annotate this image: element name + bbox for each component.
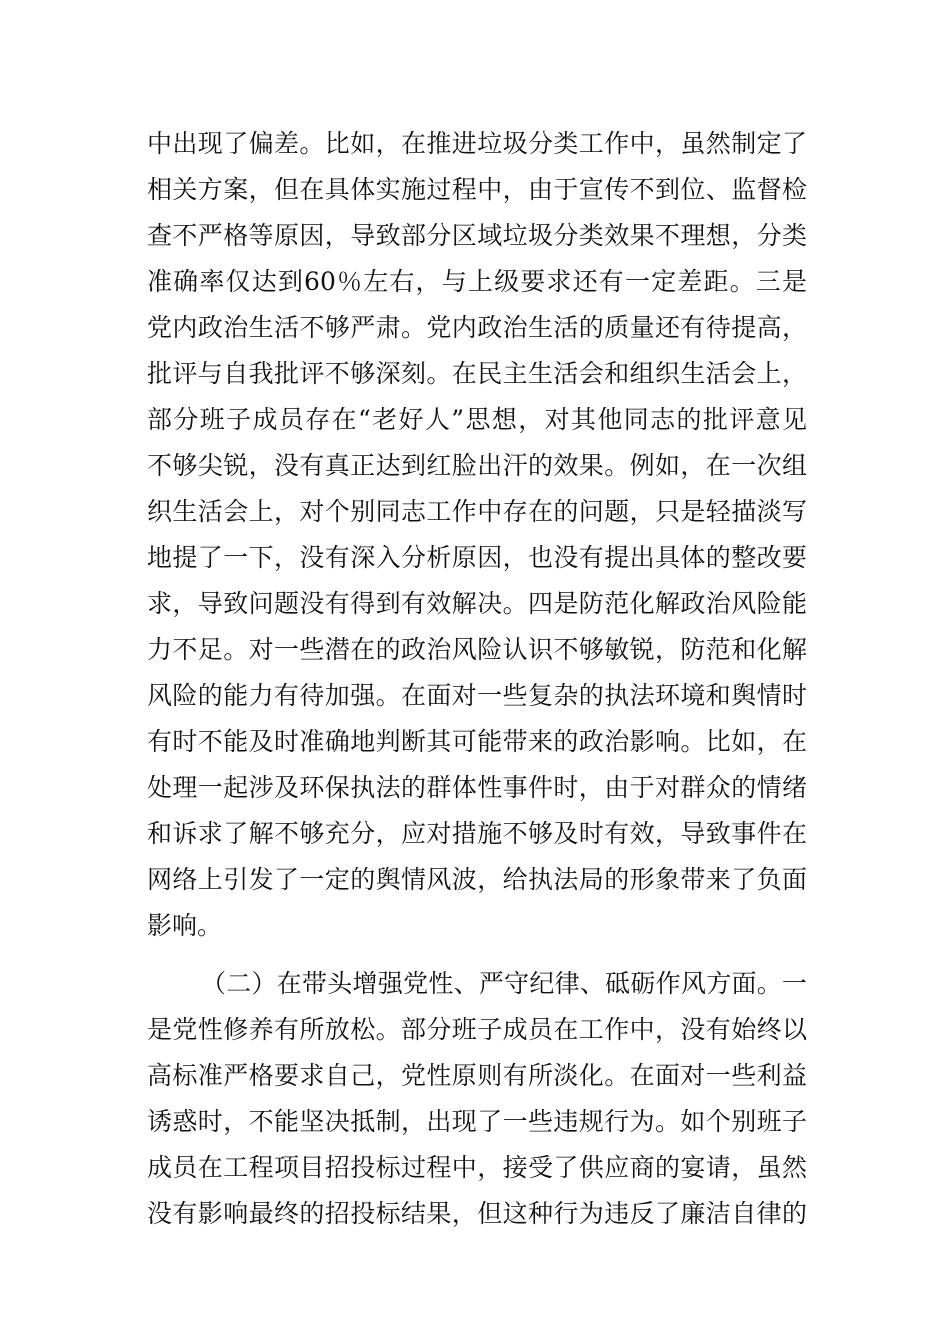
text-line: 批评与自我批评不够深刻。在民主生活会和组织生活会上， <box>147 359 807 388</box>
text-line: 和诉求了解不够充分，应对措施不够及时有效，导致事件在 <box>147 819 807 848</box>
text-line: 相关方案，但在具体实施过程中，由于宣传不到位、监督检 <box>147 175 807 204</box>
text-line: 求，导致问题没有得到有效解决。四是防范化解政治风险能 <box>147 589 807 618</box>
text-line: 不够尖锐，没有真正达到红脸出汗的效果。例如，在一次组 <box>147 451 807 480</box>
text-line: 力不足。对一些潜在的政治风险认识不够敏锐，防范和化解 <box>147 635 807 664</box>
paragraph-1 <box>147 121 807 949</box>
text-line: 诱惑时，不能坚决抵制，出现了一些违规行为。如个别班子 <box>147 1107 807 1136</box>
text-line: 部分班子成员存在“老好人”思想，对其他同志的批评意见 <box>147 405 807 434</box>
text-line: 高标准严格要求自己，党性原则有所淡化。在面对一些利益 <box>147 1061 807 1090</box>
text-line: 影响。 <box>147 911 223 940</box>
text-line: 处理一起涉及环保执法的群体性事件时，由于对群众的情绪 <box>147 773 807 802</box>
text-line: 中出现了偏差。比如，在推进垃圾分类工作中，虽然制定了 <box>147 129 807 158</box>
paragraph-2 <box>147 961 807 1237</box>
text-line: 准确率仅达到60％左右，与上级要求还有一定差距。三是 <box>147 267 807 296</box>
document-body <box>147 121 807 1237</box>
text-line: 织生活会上，对个别同志工作中存在的问题，只是轻描淡写 <box>147 497 807 526</box>
text-line: 没有影响最终的招投标结果，但这种行为违反了廉洁自律的 <box>147 1199 807 1228</box>
text-line: 是党性修养有所放松。部分班子成员在工作中，没有始终以 <box>147 1015 807 1044</box>
text-line: 查不严格等原因，导致部分区域垃圾分类效果不理想，分类 <box>147 221 807 250</box>
text-line: 党内政治生活不够严肃。党内政治生活的质量还有待提高， <box>147 313 807 342</box>
text-line: 网络上引发了一定的舆情风波，给执法局的形象带来了负面 <box>147 865 807 894</box>
text-line: 有时不能及时准确地判断其可能带来的政治影响。比如，在 <box>147 727 807 756</box>
section-heading-line: （二）在带头增强党性、严守纪律、砥砺作风方面。一 <box>201 969 807 998</box>
paragraph-spacer <box>147 949 807 961</box>
text-line: 成员在工程项目招投标过程中，接受了供应商的宴请，虽然 <box>147 1153 807 1182</box>
text-line: 地提了一下，没有深入分析原因，也没有提出具体的整改要 <box>147 543 807 572</box>
text-line: 风险的能力有待加强。在面对一些复杂的执法环境和舆情时 <box>147 681 807 710</box>
